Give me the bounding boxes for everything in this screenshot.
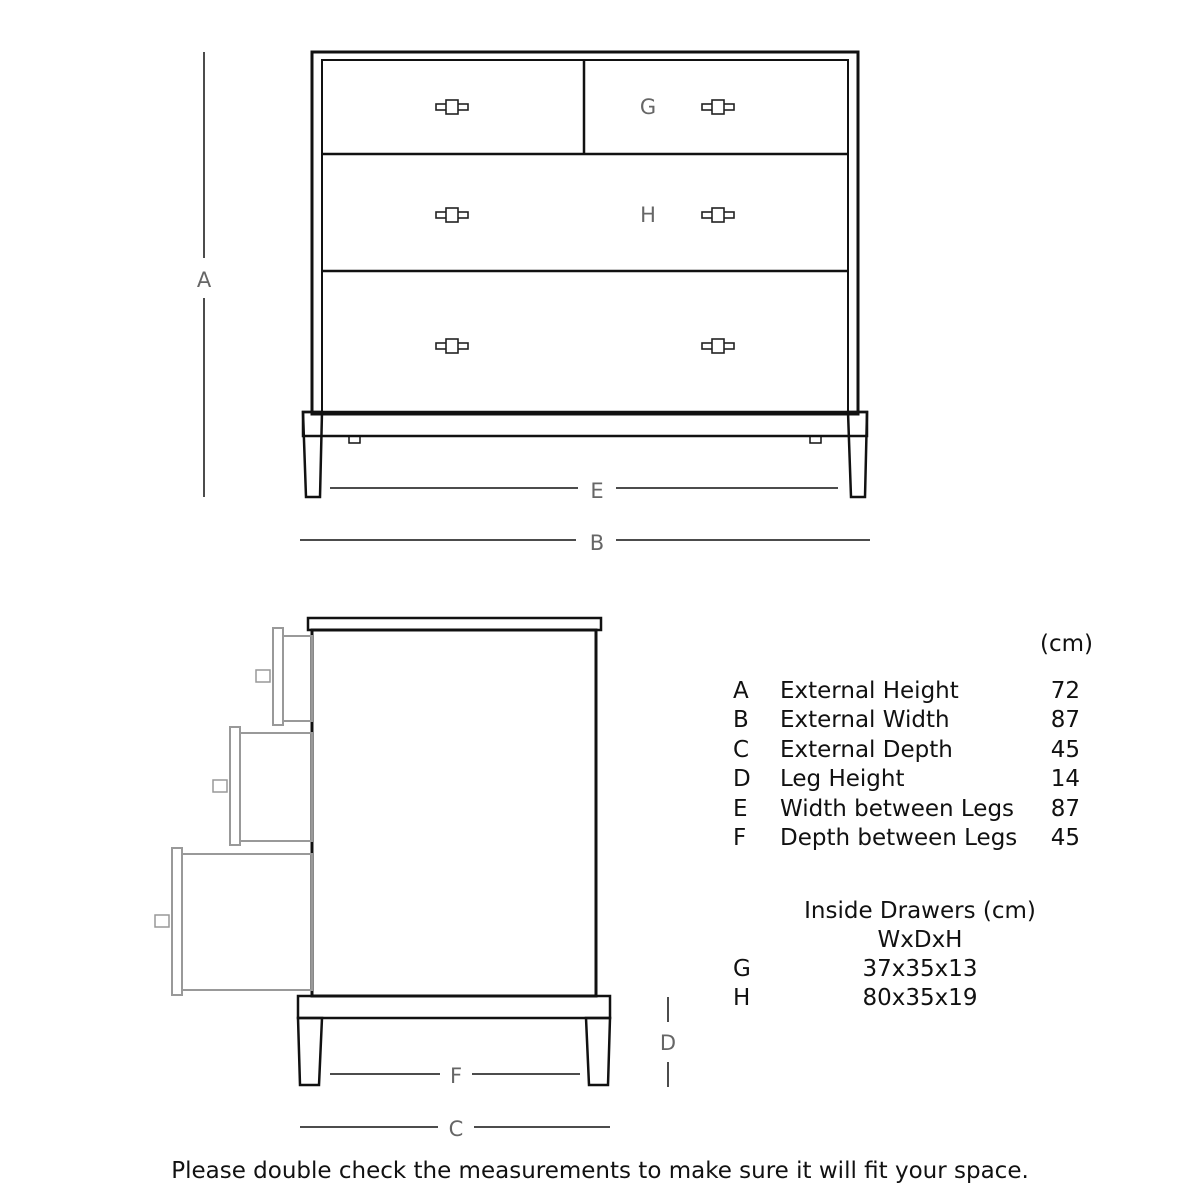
open-drawer-top-front xyxy=(273,628,283,725)
drawer-handle xyxy=(436,100,468,114)
spec-value: 45 xyxy=(1050,737,1080,763)
drawer-label-h: H xyxy=(640,203,656,227)
spec-letter: C xyxy=(733,737,750,763)
drawer-label-g: G xyxy=(639,95,657,119)
spec-label: External Width xyxy=(780,707,950,733)
front-leg-right xyxy=(848,412,867,497)
open-drawer-bottom-front xyxy=(172,848,182,995)
spec-value: 14 xyxy=(1050,766,1080,792)
dimension-label-b: B xyxy=(589,531,605,555)
side-leg-front xyxy=(298,1018,322,1085)
inside-drawers-format: WxDxH xyxy=(877,927,963,953)
dimension-label-c: C xyxy=(448,1117,464,1141)
dimension-label-e: E xyxy=(590,479,604,503)
drawer-handle xyxy=(436,208,468,222)
spec-value: 87 xyxy=(1050,796,1080,822)
open-drawer-bottom-box xyxy=(182,854,312,990)
drawer-handle xyxy=(702,339,734,353)
drawer-handle xyxy=(436,339,468,353)
side-base-rail xyxy=(298,996,610,1018)
drawer-letter: H xyxy=(733,985,751,1011)
dimension-label-f: F xyxy=(449,1064,463,1088)
drawer-size: 37x35x13 xyxy=(862,956,978,982)
open-drawer-top-box xyxy=(283,636,312,721)
side-top xyxy=(308,618,601,630)
spec-label: Width between Legs xyxy=(780,796,1015,822)
spec-letter: F xyxy=(733,825,747,851)
side-view xyxy=(298,618,610,1085)
dimension-label-a: A xyxy=(196,268,212,292)
open-drawer-mid-front xyxy=(230,727,240,845)
spec-value: 45 xyxy=(1050,825,1080,851)
front-leg-left xyxy=(303,412,322,497)
dimension-label-d: D xyxy=(659,1031,677,1055)
spec-label: Depth between Legs xyxy=(780,825,1018,851)
front-base-rail xyxy=(303,412,867,436)
side-leg-back xyxy=(586,1018,610,1085)
side-body xyxy=(312,630,596,996)
spec-value: 87 xyxy=(1050,707,1080,733)
inside-drawers-title: Inside Drawers (cm) xyxy=(804,898,1036,924)
drawer-handle xyxy=(702,100,734,114)
spec-label: External Height xyxy=(780,678,959,704)
drawer-letter: G xyxy=(733,956,751,982)
footer-note: Please double check the measurements to make sure it will fit your space. xyxy=(171,1158,1029,1184)
spec-label: Leg Height xyxy=(780,766,905,792)
spec-letter: D xyxy=(733,766,751,792)
drawer-size: 80x35x19 xyxy=(862,985,978,1011)
unit-label: (cm) xyxy=(1040,631,1093,657)
front-view xyxy=(303,52,867,497)
drawer-handle xyxy=(702,208,734,222)
spec-letter: B xyxy=(733,707,749,733)
open-drawer-mid-box xyxy=(240,733,312,841)
spec-label: External Depth xyxy=(780,737,953,763)
spec-value: 72 xyxy=(1050,678,1080,704)
open-drawers xyxy=(155,628,312,995)
spec-letter: A xyxy=(733,678,749,704)
spec-letter: E xyxy=(733,796,748,822)
